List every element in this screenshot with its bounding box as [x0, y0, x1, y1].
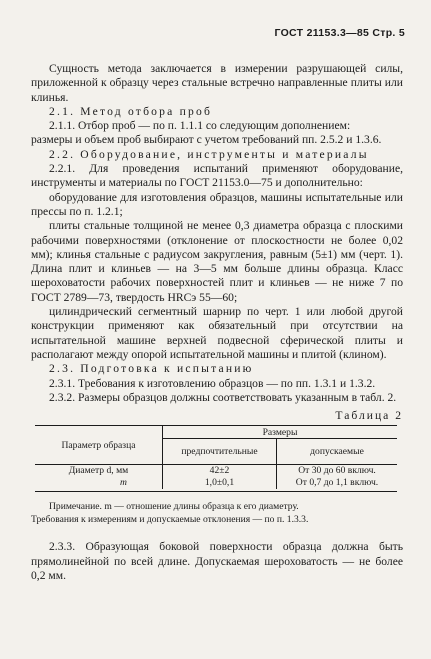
table-row	[35, 465, 397, 490]
pref-m: 1,0±0,1	[204, 477, 235, 489]
sizes-table	[35, 425, 397, 492]
clause-2-2-1: 2.2.1. Для проведения испытаний применяют оборудование, инструменты и материалы по ГОСТ 21153.0—75 и дополнительно:	[31, 162, 403, 190]
table-cell-allowed	[277, 465, 398, 490]
section-2-2-title: 2.2. Оборудование, инструменты и материалы	[49, 147, 369, 161]
clause-2-1-1: 2.1.1. Отбор проб — по п. 1.1.1 со следующим дополнением:	[49, 119, 351, 133]
table-note-m: Примечание. m — отношение длины образца к его диаметру.	[49, 501, 299, 513]
pref-diameter: 42±2	[209, 465, 230, 477]
table-head-allowed: допускаемые	[277, 439, 398, 465]
table-cell-preferred	[163, 465, 277, 490]
clause-2-2-1-plates: плиты стальные толщиной не менее 0,3 диаметра образца с плоскими рабочими поверхностями (отклонение от плоскостности не более 0,02 мм); клинья стальные с радиусом закругления, равным (5±1) мм (черт. 1). Длина плит и клиньев — на 3—5 мм больше длины образца. Класс шероховатости рабочих поверхностей плит и клиньев — не ниже 7 по ГОСТ 2789—73, твердость HRCэ 55—60;	[31, 219, 403, 304]
table-head-preferred: предпочтительные	[163, 439, 277, 465]
clause-2-1-1-addition: размеры и объем проб выбирают с учетом требований пп. 2.5.2 и 1.3.6.	[31, 133, 382, 147]
clause-2-3-3: 2.3.3. Образующая боковой поверхности образца должна быть прямолинейной по всей длине. Допускаемая шероховатость — не более 0,2 мм.	[31, 540, 403, 583]
param-diameter: Диаметр d, мм	[68, 465, 129, 477]
clause-2-3-2: 2.3.2. Размеры образцов должны соответствовать указанным в табл. 2.	[49, 390, 397, 404]
running-header: ГОСТ 21153.3—85 Стр. 5	[274, 27, 405, 39]
method-essence-paragraph: Сущность метода заключается в измерении разрушающей силы, приложенной к образцу через стальные встречно направленные плиты или клинья.	[31, 62, 403, 104]
allowed-m: От 0,7 до 1,1 включ.	[295, 477, 379, 489]
table-caption: Таблица 2	[335, 409, 403, 423]
table-cell-param	[35, 465, 163, 490]
table-note-measurements: Требования к измерениям и допускаемые отклонения — по п. 1.3.3.	[31, 514, 309, 526]
allowed-diameter: От 30 до 60 включ.	[298, 465, 376, 477]
section-2-3-title: 2.3. Подготовка к испытанию	[49, 362, 254, 376]
clause-2-3-1: 2.3.1. Требования к изготовлению образцов — по пп. 1.3.1 и 1.3.2.	[49, 376, 376, 390]
document-body	[31, 62, 403, 583]
table-head-param: Параметр образца	[35, 426, 163, 465]
clause-2-2-1-equipment: оборудование для изготовления образцов, машины испытательные или прессы по п. 1.2.1;	[31, 190, 403, 218]
clause-2-2-1-hinge: цилиндрический сегментный шарнир по черт. 1 или любой другой конструкции применяют как обязательный при отсутствии на испытательной машине верхней подвесной сферической плиты и располагают между опорой испытательной машины и плитой (клином).	[31, 305, 403, 361]
table-head-sizes: Размеры	[163, 426, 398, 439]
param-m: m	[120, 477, 127, 489]
section-2-1-title: 2.1. Метод отбора проб	[49, 104, 213, 118]
